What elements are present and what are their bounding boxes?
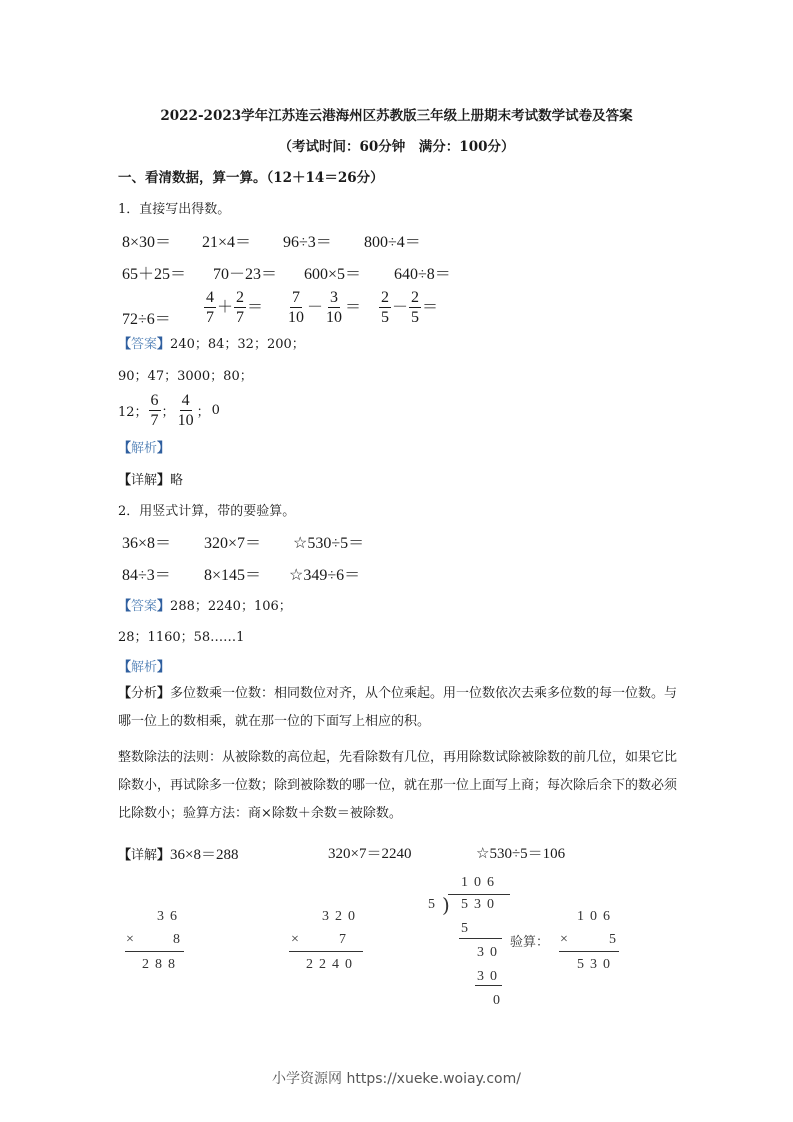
vertical-top: 36 xyxy=(157,909,183,924)
division-step: 30 xyxy=(477,945,503,960)
times-sign: × xyxy=(560,932,574,947)
divider-line xyxy=(125,951,184,952)
vertical-result: 288 xyxy=(142,957,181,972)
q1-expr: 8×30＝ xyxy=(122,234,172,251)
q1-expr: 70－23＝ xyxy=(213,266,278,283)
fraction-expression: $\frac{7}{10}$ － $\frac{3}{10}$ ＝ xyxy=(288,289,362,326)
dividend: 530 xyxy=(461,897,500,912)
vertical-bottom: 8 xyxy=(173,932,186,947)
answer-line: 【答案】288；2240；106； xyxy=(118,599,292,614)
answer-line: 28；1160；58……1 xyxy=(118,630,245,645)
q2-expr: ☆530÷5＝ xyxy=(293,535,365,552)
answer-label: 【答案】 xyxy=(118,599,171,614)
q1-expr: 72÷6＝ xyxy=(122,311,171,328)
vertical-result: 530 xyxy=(577,957,616,972)
remainder: 0 xyxy=(493,993,506,1008)
detail-line: 【详解】略 xyxy=(118,473,184,488)
times-sign: × xyxy=(291,932,305,947)
q2-expr: 36×8＝ xyxy=(122,535,172,552)
q1-expr: 21×4＝ xyxy=(202,234,252,251)
document-title: 2022-2023学年江苏连云港海州区苏教版三年级上册期末考试数学试卷及答案 xyxy=(160,108,633,124)
fraction: $\frac{6}{7}$ xyxy=(150,392,159,429)
fraction: $\frac{4}{7}$ xyxy=(206,289,214,326)
q1-expr: 65＋25＝ xyxy=(122,266,187,283)
answer-label: 【答案】 xyxy=(118,337,171,352)
fraction-expression: $\frac{2}{5}$ － $\frac{2}{5}$ ＝ xyxy=(381,289,439,326)
question-2-prompt: 2．用竖式计算，带的要验算。 xyxy=(118,504,296,519)
divider-line xyxy=(559,951,619,952)
q2-expr: ☆349÷6＝ xyxy=(289,567,361,584)
q1-expr: 96÷3＝ xyxy=(283,234,332,251)
vertical-top: 106 xyxy=(577,909,616,924)
fraction: $\frac{2}{5}$ xyxy=(411,289,420,326)
vertical-bottom: 7 xyxy=(339,932,352,947)
quotient: 106 xyxy=(461,875,500,890)
division-step: 30 xyxy=(477,969,503,984)
division-bracket: ) xyxy=(442,893,450,917)
division-rule-paragraph: 整数除法的法则：从被除数的高位起，先看除数有几位，再用除数试除被除数的前几位，如果它比除数小，再试除多一位数；除到被除数的哪一位，就在那一位上面写上商；每次除后余下的数必须比除数小；验算方法：商×除数＋余数＝被除数。 xyxy=(118,750,678,821)
fraction-expression: $\frac{4}{7}$ ＋ $\frac{2}{7}$ ＝ xyxy=(206,289,264,326)
divisor: 5 xyxy=(428,897,441,912)
answer-line: 90；47；3000；80； xyxy=(118,369,253,384)
fraction: $\frac{3}{10}$ xyxy=(326,289,343,326)
detail-item: ☆530÷5＝106 xyxy=(476,846,566,862)
vertical-top: 320 xyxy=(322,909,361,924)
detail-line: 【详解】36×8＝288 xyxy=(118,847,239,863)
division-bar xyxy=(448,894,510,895)
divider-line xyxy=(459,938,502,939)
analysis-label: 【解析】 xyxy=(118,441,171,456)
divider-line xyxy=(475,985,502,986)
q1-expr: 600×5＝ xyxy=(304,266,362,283)
analysis-label: 【解析】 xyxy=(118,660,171,675)
q2-expr: 84÷3＝ xyxy=(122,567,171,584)
q1-expr: 800÷4＝ xyxy=(364,234,421,251)
check-label: 验算： xyxy=(510,935,550,950)
division-step: 5 xyxy=(461,921,474,936)
exam-info: （考试时间：60分钟 满分：100分） xyxy=(278,139,515,155)
q2-expr: 320×7＝ xyxy=(204,535,262,552)
answer-line: 12； $\frac{6}{7}$ ； $\frac{4}{10}$ ； 0 xyxy=(118,392,220,429)
fraction: $\frac{2}{7}$ xyxy=(236,289,245,326)
question-1-prompt: 1．直接写出得数。 xyxy=(118,202,231,217)
fraction: $\frac{4}{10}$ xyxy=(177,392,194,429)
vertical-bottom: 5 xyxy=(609,932,622,947)
divider-line xyxy=(289,951,363,952)
footer-watermark: 小学资源网 https://xueke.woiay.com/ xyxy=(272,1071,521,1087)
analysis-paragraph: 【分析】多位数乘一位数：相同数位对齐，从个位乘起。用一位数依次去乘多位数的每一位数。与哪一位上的数相乘，就在那一位的下面写上相应的积。 xyxy=(118,686,678,729)
answer-line: 【答案】240；84；32；200； xyxy=(118,337,305,352)
section-heading: 一、看清数据，算一算。（12＋14＝26分） xyxy=(118,170,384,186)
times-sign: × xyxy=(126,932,140,947)
q1-expr: 640÷8＝ xyxy=(394,266,451,283)
vertical-result: 2240 xyxy=(306,957,358,972)
fraction: $\frac{2}{5}$ xyxy=(381,289,389,326)
fraction: $\frac{7}{10}$ xyxy=(288,289,304,326)
q2-expr: 8×145＝ xyxy=(204,567,262,584)
detail-item: 320×7＝2240 xyxy=(328,846,412,862)
